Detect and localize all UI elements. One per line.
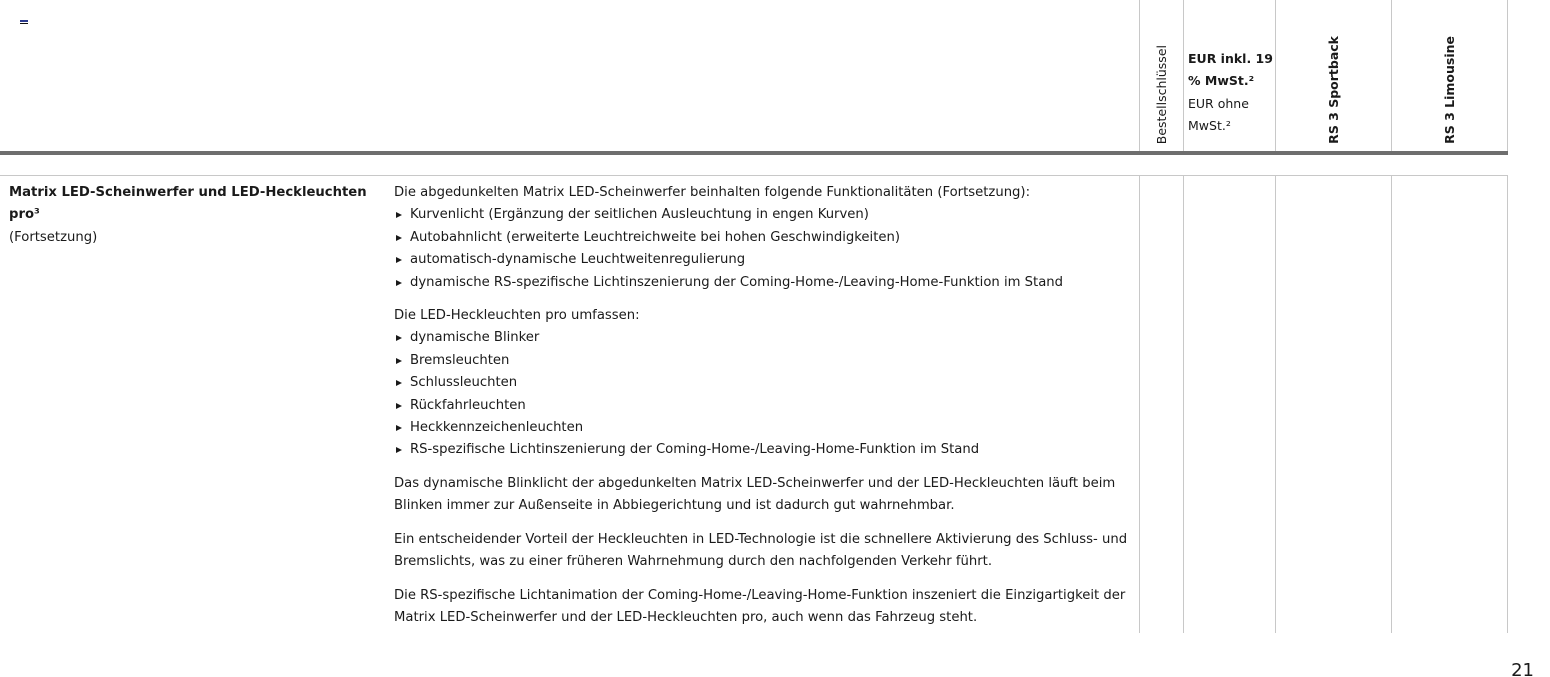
description-cell	[394, 182, 1136, 640]
column-divider	[1275, 175, 1276, 633]
column-divider	[1507, 175, 1508, 633]
order-key-header: Bestellschlüssel	[1154, 44, 1169, 144]
header-rule	[0, 151, 1508, 155]
price-incl-label: EUR inkl. 19 % MwSt.²	[1188, 51, 1273, 89]
list-item: Schlussleuchten	[394, 372, 1136, 394]
feature-note: (Fortsetzung)	[9, 229, 98, 245]
body-paragraph: Die RS-spezifische Lichtanimation der Coming-Home-/Leaving-Home-Funktion inszeniert die Einzigartigkeit der Matrix LED-Scheinwerfer und der LED-Heckleuchten pro, auch wenn das Fahrzeug steht.	[394, 587, 1126, 625]
intro-paragraph: Die abgedunkelten Matrix LED-Scheinwerfer beinhalten folgende Funktionalitäten (Fortsetzung):	[394, 185, 1031, 200]
list-item: Bremsleuchten	[394, 350, 1136, 372]
list-item: Heckkennzeichenleuchten	[394, 417, 1136, 439]
feature-cell	[9, 182, 379, 249]
column-divider	[1183, 0, 1184, 151]
list-item: RS-spezifische Lichtinszenierung der Coming-Home-/Leaving-Home-Funktion im Stand	[394, 439, 1136, 461]
column-divider	[1391, 175, 1392, 633]
model-limousine-header: RS 3 Limousine	[1442, 36, 1457, 144]
body-paragraph: Das dynamische Blinklicht der abgedunkelten Matrix LED-Scheinwerfer und der LED-Heckleuchten läuft beim Blinken immer zur Außenseite in Abbiegerichtung und ist dadurch gut wahrnehmbar.	[394, 475, 1116, 514]
model-sportback-header: RS 3 Sportback	[1326, 36, 1341, 144]
headlight-function-list	[394, 204, 1136, 294]
column-divider	[1507, 0, 1508, 151]
row-rule	[0, 175, 1508, 176]
list-item: Autobahnlicht (erweiterte Leuchtreichweite bei hohen Geschwindigkeiten)	[394, 227, 1136, 249]
column-divider	[1139, 175, 1140, 633]
list-item: automatisch-dynamische Leuchtweitenregulierung	[394, 249, 1136, 271]
price-excl-label: EUR ohne MwSt.²	[1188, 95, 1249, 134]
menu-icon[interactable]	[20, 20, 28, 28]
body-paragraph: Ein entscheidender Vorteil der Heckleuchten in LED-Technologie ist die schnellere Aktivierung des Schluss- und Bremslichts, was zu einer früheren Wahrnehmung durch den nachfolgenden Verkehr führt.	[394, 531, 1128, 570]
price-header	[1188, 48, 1273, 138]
feature-title: Matrix LED-Scheinwerfer und LED-Heckleuchten pro³	[9, 185, 367, 223]
column-divider	[1183, 175, 1184, 633]
list-item: Rückfahrleuchten	[394, 395, 1136, 417]
list-item: dynamische Blinker	[394, 327, 1136, 349]
list-item: Kurvenlicht (Ergänzung der seitlichen Ausleuchtung in engen Kurven)	[394, 204, 1136, 226]
list-item: dynamische RS-spezifische Lichtinszenierung der Coming-Home-/Leaving-Home-Funktion im Stand	[394, 272, 1136, 294]
intro-paragraph: Die LED-Heckleuchten pro umfassen:	[394, 308, 640, 324]
taillight-function-list	[394, 327, 1136, 461]
page-number: 21	[1511, 660, 1534, 677]
